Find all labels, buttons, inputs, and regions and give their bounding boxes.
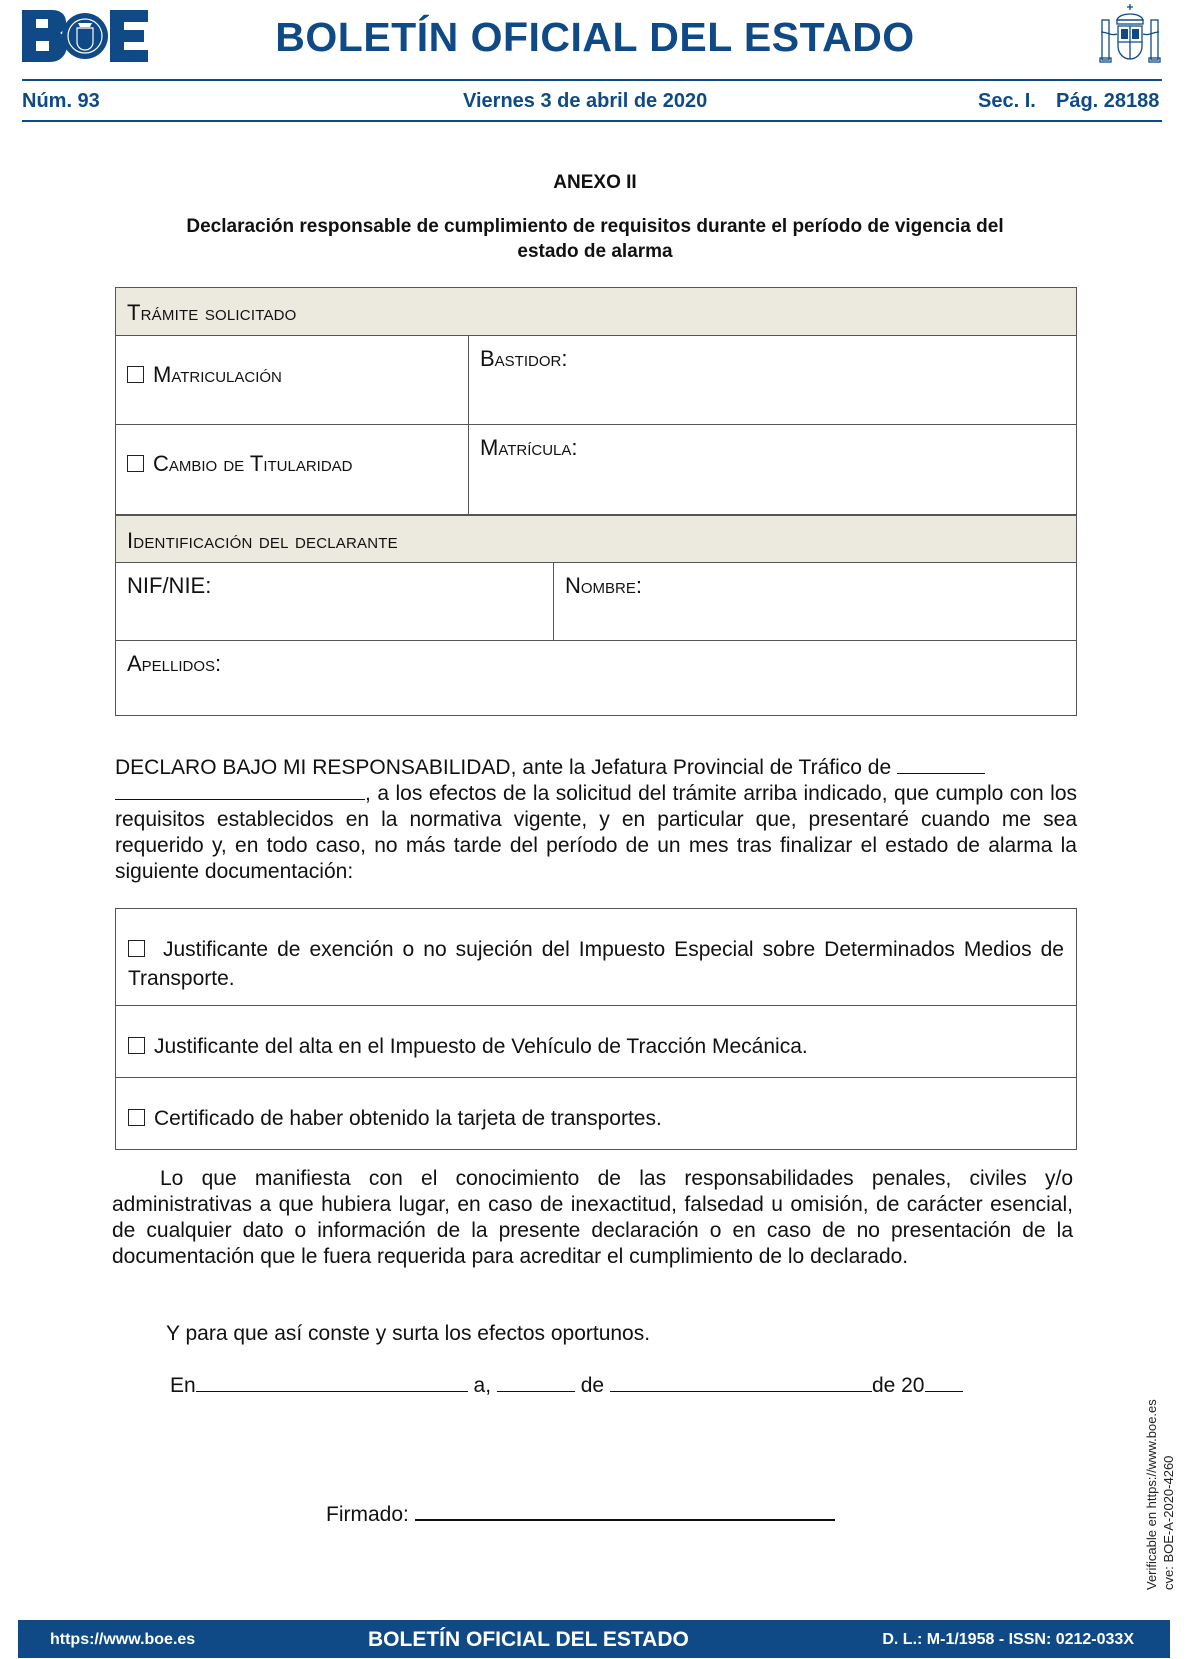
- province-blank-line-cont[interactable]: [115, 782, 365, 800]
- issue-number: Núm. 93: [22, 90, 100, 112]
- section-heading-declarant: Identificación del declarante: [116, 515, 1076, 563]
- document-label: Justificante del alta en el Impuesto de Vehículo de Tracción Mecánica.: [154, 1035, 808, 1058]
- field-label: Apellidos:: [127, 651, 222, 676]
- liability-paragraph: Lo que manifiesta con el conocimiento de las responsabilidades penales, civiles y/o administrativas a que hubiera lugar, en caso de inexactitud, falsedad u omisión, de carácter esencial, de cualquier dato o información de la presente declaración o en caso de no presentación de la documentación que le fuera requerida para acreditar el cumplimiento de lo declarado.: [112, 1167, 1073, 1268]
- issue-date: Viernes 3 de abril de 2020: [463, 90, 708, 112]
- header-rule-top: [22, 79, 1162, 81]
- document-item[interactable]: [116, 909, 1076, 1006]
- footer-title: BOLETÍN OFICIAL DEL ESTADO: [368, 1628, 689, 1651]
- form-table: [115, 287, 1077, 716]
- year-blank[interactable]: [925, 1374, 963, 1392]
- page-header: [0, 0, 1200, 130]
- checkbox[interactable]: [128, 1037, 145, 1054]
- month-label: de: [580, 1374, 605, 1397]
- cve-text: cve: BOE-A-2020-4260: [1161, 1455, 1176, 1590]
- field-label: Nombre:: [565, 573, 643, 598]
- option-label: Cambio de Titularidad: [153, 451, 353, 476]
- checkbox[interactable]: [128, 940, 145, 957]
- declaration-paragraph: [115, 755, 1077, 885]
- footer-legal: D. L.: M-1/1958 - ISSN: 0212-033X: [882, 1631, 1134, 1648]
- province-blank-line[interactable]: [897, 756, 985, 774]
- declaration-text-end: , a los efectos de la solicitud del trámite arriba indicado, que cumplo con los requisitos establecidos en la normativa vigente, y en particular que, presentaré cuando me sea requerido y, en todo caso, no más tarde del período de un mes tras finalizar el estado de alarma la siguiente documentación:: [115, 782, 1077, 883]
- place-date-line: [170, 1374, 963, 1398]
- place-blank[interactable]: [196, 1374, 468, 1392]
- field-nombre[interactable]: [554, 563, 1076, 640]
- signature-blank[interactable]: [415, 1503, 835, 1521]
- verification-note: [1143, 1399, 1177, 1590]
- section-label: Sec. I.: [978, 90, 1036, 112]
- table-row: [116, 336, 1076, 425]
- section-heading-procedure: Trámite solicitado: [116, 288, 1076, 336]
- option-cambio-titularidad[interactable]: [116, 425, 469, 514]
- year-label: de 20: [871, 1374, 925, 1397]
- field-label: NIF/NIE:: [127, 573, 212, 598]
- coat-of-arms-icon: [1097, 2, 1163, 66]
- signature-line: [326, 1503, 835, 1527]
- table-row: [116, 425, 1076, 515]
- field-nif-nie[interactable]: [116, 563, 554, 640]
- option-matriculacion[interactable]: [116, 336, 469, 424]
- field-label: Bastidor:: [480, 346, 568, 371]
- document-item[interactable]: [116, 1078, 1076, 1149]
- verify-text: Verificable en https://www.boe.es: [1144, 1399, 1159, 1590]
- place-label: En: [170, 1374, 196, 1397]
- field-apellidos[interactable]: [116, 641, 1076, 715]
- document-item[interactable]: [116, 1006, 1076, 1078]
- page-footer: [18, 1620, 1170, 1658]
- day-label: a,: [473, 1374, 492, 1397]
- closing-text: Y para que así conste y surta los efectos oportunos.: [166, 1322, 651, 1345]
- annex-label: ANEXO II: [553, 172, 637, 193]
- annex-title: Declaración responsable de cumplimiento de requisitos durante el período de vigencia del estado de alarma: [186, 216, 1004, 262]
- field-matricula[interactable]: [469, 425, 1076, 514]
- footer-url-link[interactable]: https://www.boe.es: [50, 1631, 196, 1648]
- site-title: BOLETÍN OFICIAL DEL ESTADO: [275, 14, 915, 60]
- table-row: [116, 641, 1076, 715]
- signature-label: Firmado:: [326, 1503, 409, 1526]
- field-label: Matrícula:: [480, 435, 578, 460]
- checkbox[interactable]: [127, 455, 144, 472]
- document-label: Certificado de haber obtenido la tarjeta de transportes.: [154, 1107, 662, 1130]
- checkbox[interactable]: [128, 1109, 145, 1126]
- documents-table: [115, 908, 1077, 1150]
- field-bastidor[interactable]: [469, 336, 1076, 424]
- page-number: Pág. 28188: [1056, 90, 1160, 112]
- header-rule-bottom: [22, 120, 1162, 122]
- boe-logo-icon: [22, 10, 148, 62]
- table-row: [116, 563, 1076, 641]
- document-label: Justificante de exención o no sujeción del Impuesto Especial sobre Determinados Medios de Transporte.: [128, 938, 1064, 990]
- declaration-text-start: DECLARO BAJO MI RESPONSABILIDAD, ante la Jefatura Provincial de Tráfico de: [115, 756, 892, 779]
- month-blank[interactable]: [610, 1374, 872, 1392]
- option-label: Matriculación: [153, 362, 282, 387]
- day-blank[interactable]: [497, 1374, 575, 1392]
- checkbox[interactable]: [127, 366, 144, 383]
